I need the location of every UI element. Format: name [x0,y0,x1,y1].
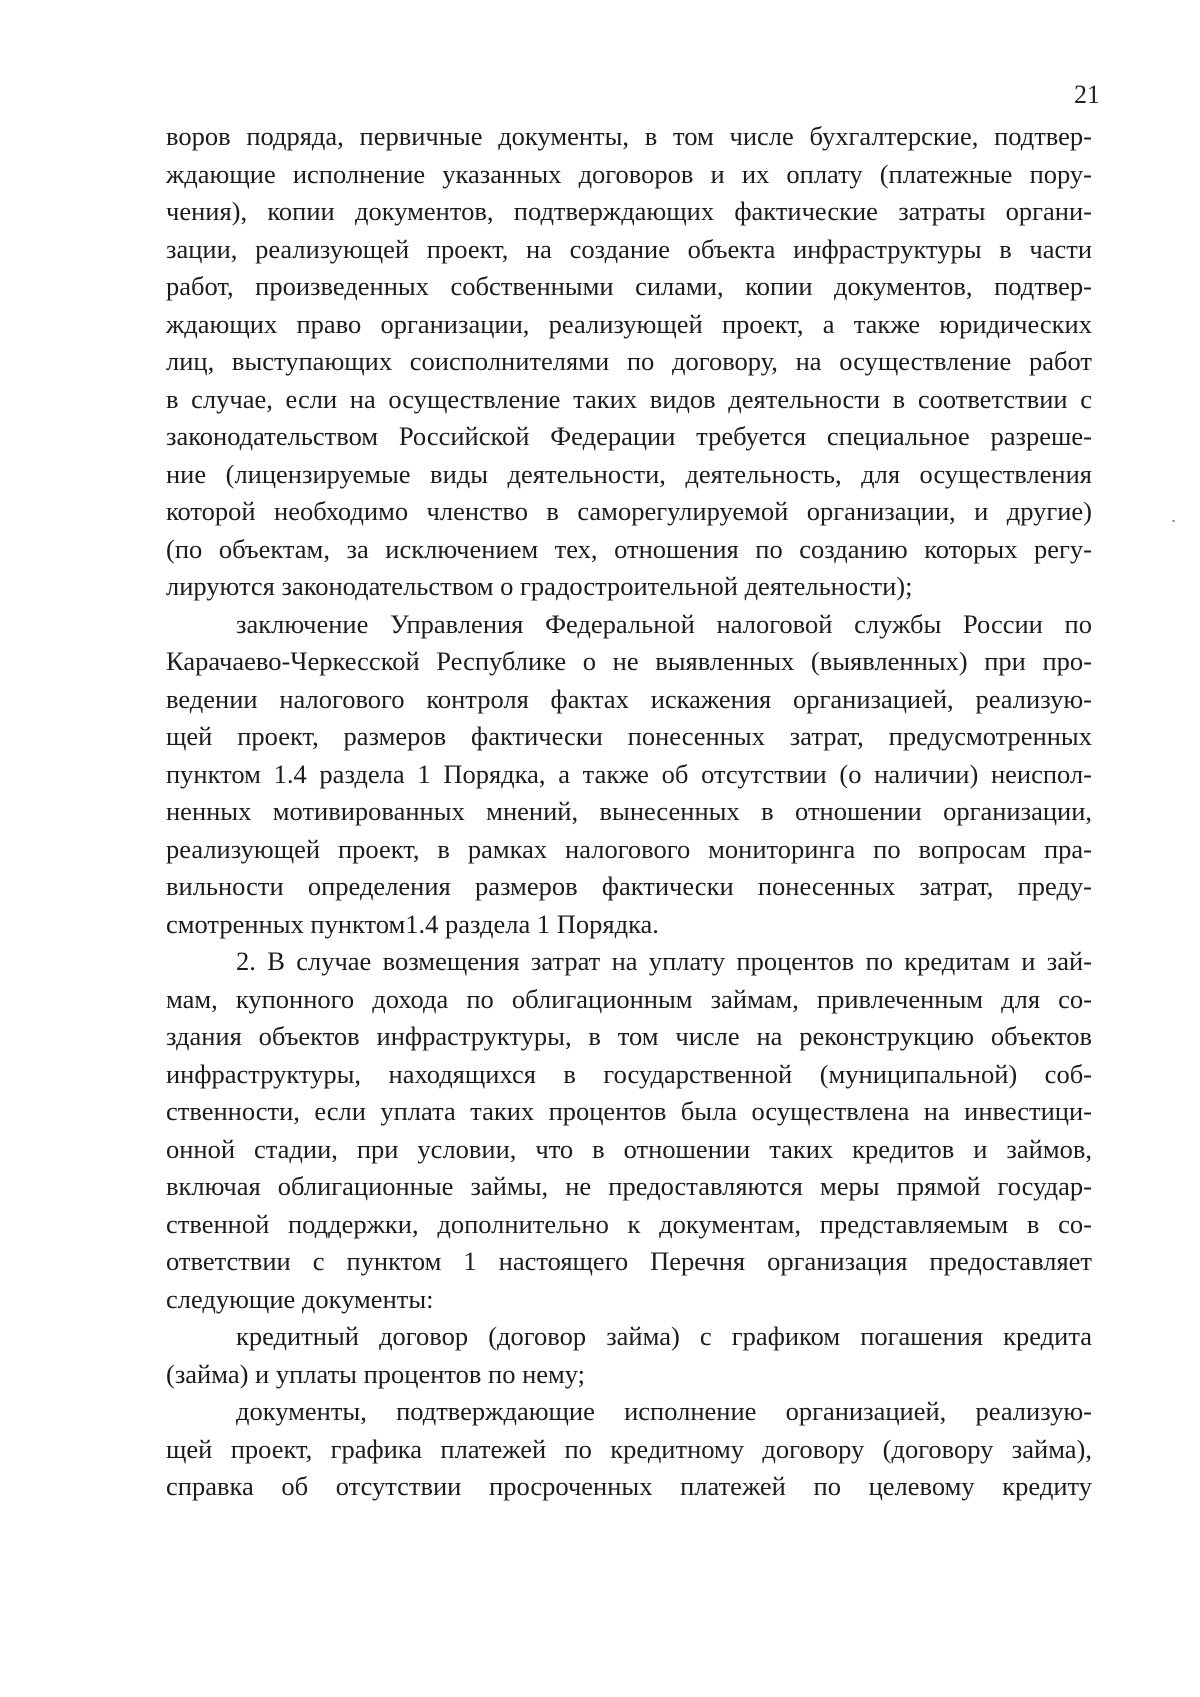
text-line: которой необходимо членство в саморегулируемой организации, и другие) [166,496,1092,526]
text-line: Карачаево-Черкесской Республике о не выявленных (выявленных) при про- [166,646,1092,676]
text-line: реализующей проект, в рамках налогового мониторинга по вопросам пра- [166,833,1092,864]
text-line: вильности определения размеров фактически понесенных затрат, преду- [166,871,1092,901]
text-line: здания объектов инфраструктуры, в том числе на реконструкцию объектов [166,1021,1092,1051]
text-line: работ, произведенных собственными силами, копии документов, подтвер- [166,271,1092,301]
paragraph [166,943,1092,1318]
text-line: пунктом 1.4 раздела 1 Порядка, а также об отсутствии (о наличии) неиспол- [166,758,1092,789]
text-line: онной стадии, при условии, что в отношении таких кредитов и займов, [166,1133,1092,1164]
text-line: 2. В случае возмещения затрат на уплату процентов по кредитам и зай- [236,946,1092,976]
text-line: инфраструктуры, находящихся в государственной (муниципальной) соб- [166,1058,1092,1089]
paragraph [166,118,1092,606]
text-line: ждающие исполнение указанных договоров и их оплату (платежные пору- [166,158,1092,189]
text-line: щей проект, размеров фактически понесенных затрат, предусмотренных [166,721,1092,751]
text-line: лиц, выступающих соисполнителями по договору, на осуществление работ [166,346,1092,376]
text-line: мам, купонного дохода по облигационным займам, привлеченным для со- [166,983,1092,1014]
text-line: в случае, если на осуществление таких видов деятельности в соответствии с [166,383,1092,414]
text-line: справка об отсутствии просроченных платежей по целевому кредиту [166,1471,1092,1501]
text-line: ненных мотивированных мнений, вынесенных в отношении организации, [166,796,1092,826]
scan-speck [1172,520,1175,522]
text-line: ственной поддержки, дополнительно к документам, представляемым в со- [166,1208,1092,1239]
text-line: ственности, если уплата таких процентов была осуществлена на инвестици- [166,1096,1092,1126]
paragraph [166,606,1092,944]
text-line: (по объектам, за исключением тех, отношения по созданию которых регу- [166,533,1092,564]
text-line: смотренных пунктом1.4 раздела 1 Порядка. [166,908,659,939]
text-line: лируются законодательством о градостроительной деятельности); [166,571,913,601]
text-line: чения), копии документов, подтверждающих фактические затраты органи- [166,196,1092,226]
text-line: законодательством Российской Федерации требуется специальное разреше- [166,421,1092,451]
text-line: ние (лицензируемые виды деятельности, деятельность, для осуществления [166,458,1092,489]
text-line: ждающих право организации, реализующей проект, а также юридических [166,308,1092,339]
text-line: ответствии с пунктом 1 настоящего Перечня организация предоставляет [166,1246,1092,1276]
text-line: включая облигационные займы, не предоставляются меры прямой государ- [166,1171,1092,1201]
text-line: заключение Управления Федеральной налоговой службы России по [236,608,1092,639]
text-line: ведении налогового контроля фактах искажения организацией, реализую- [166,683,1092,714]
text-line: зации, реализующей проект, на создание объекта инфраструктуры в части [166,233,1092,264]
text-line: (займа) и уплаты процентов по нему; [166,1358,586,1389]
document-body [166,118,1092,1506]
text-line: щей проект, графика платежей по кредитному договору (договору займа), [166,1433,1092,1464]
paragraph [166,1393,1092,1506]
text-line: следующие документы: [166,1283,434,1314]
text-line: документы, подтверждающие исполнение организацией, реализую- [236,1396,1092,1426]
text-line: воров подряда, первичные документы, в том числе бухгалтерские, подтвер- [166,121,1092,151]
text-line: кредитный договор (договор займа) с графиком погашения кредита [236,1321,1092,1351]
page-number: 21 [1074,80,1100,109]
paragraph [166,1318,1092,1393]
